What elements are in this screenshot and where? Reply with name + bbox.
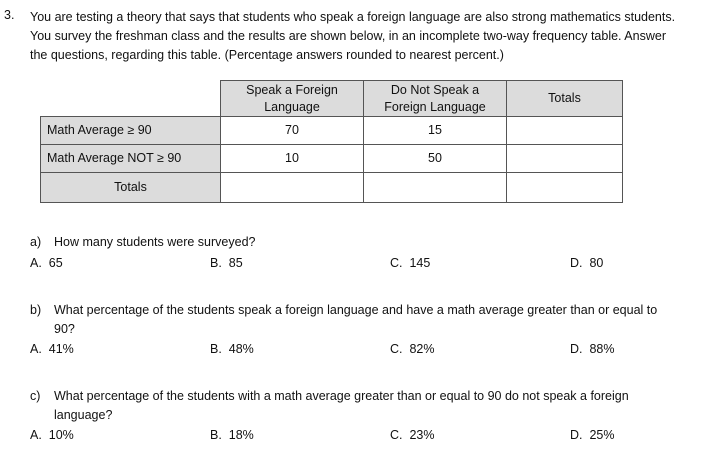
row-header-math-not-ge-90: Math Average NOT ≥ 90 <box>41 145 221 173</box>
col-header-totals: Totals <box>507 81 623 117</box>
question-c-option-c[interactable]: C. 23% <box>390 428 435 442</box>
two-way-frequency-table <box>40 80 623 203</box>
question-text-line: 90? <box>54 322 75 336</box>
question-text-line: language? <box>54 408 113 422</box>
question-number: 3. <box>4 8 15 22</box>
question-text-line: What percentage of the students with a math average greater than or equal to 90 do not speak a foreign <box>54 389 629 403</box>
question-a-letter: a) <box>30 235 42 249</box>
intro-line: the questions, regarding this table. (Percentage answers rounded to nearest percent.) <box>30 48 504 62</box>
question-text-line: How many students were surveyed? <box>54 235 256 249</box>
question-c-option-a[interactable]: A. 10% <box>30 428 74 442</box>
table-cell: 10 <box>221 145 364 173</box>
table-cell <box>364 173 507 203</box>
question-c-option-d[interactable]: D. 25% <box>570 428 615 442</box>
table-cell: 70 <box>221 117 364 145</box>
question-a-option-c[interactable]: C. 145 <box>390 256 431 270</box>
question-a-option-d[interactable]: D. 80 <box>570 256 604 270</box>
table-cell <box>507 173 623 203</box>
question-b-text <box>54 301 719 339</box>
question-b-option-a[interactable]: A. 41% <box>30 342 74 356</box>
table-cell: 15 <box>364 117 507 145</box>
question-c-text <box>54 387 719 425</box>
question-b-letter: b) <box>30 303 42 317</box>
question-c-option-b[interactable]: B. 18% <box>210 428 254 442</box>
table-cell <box>221 173 364 203</box>
row-header-totals: Totals <box>41 173 221 203</box>
col-header-not-speak: Do Not Speak a Foreign Language <box>364 81 507 117</box>
intro-line: You survey the freshman class and the results are shown below, in an incomplete two-way frequency table. Answer <box>30 29 666 43</box>
table-cell: 50 <box>364 145 507 173</box>
question-b-option-b[interactable]: B. 48% <box>210 342 254 356</box>
table-corner <box>41 81 221 117</box>
question-text-line: What percentage of the students speak a foreign language and have a math average greater than or equal to <box>54 303 658 317</box>
table-cell <box>507 117 623 145</box>
question-a-option-b[interactable]: B. 85 <box>210 256 243 270</box>
question-b-option-d[interactable]: D. 88% <box>570 342 615 356</box>
question-b-option-c[interactable]: C. 82% <box>390 342 435 356</box>
row-header-math-ge-90: Math Average ≥ 90 <box>41 117 221 145</box>
table-cell <box>507 145 623 173</box>
intro-line: You are testing a theory that says that students who speak a foreign language are also strong mathematics students. <box>30 10 676 24</box>
question-a-text <box>54 233 255 252</box>
question-intro <box>30 8 720 65</box>
col-header-speak: Speak a Foreign Language <box>221 81 364 117</box>
question-a-option-a[interactable]: A. 65 <box>30 256 63 270</box>
question-c-letter: c) <box>30 389 41 403</box>
